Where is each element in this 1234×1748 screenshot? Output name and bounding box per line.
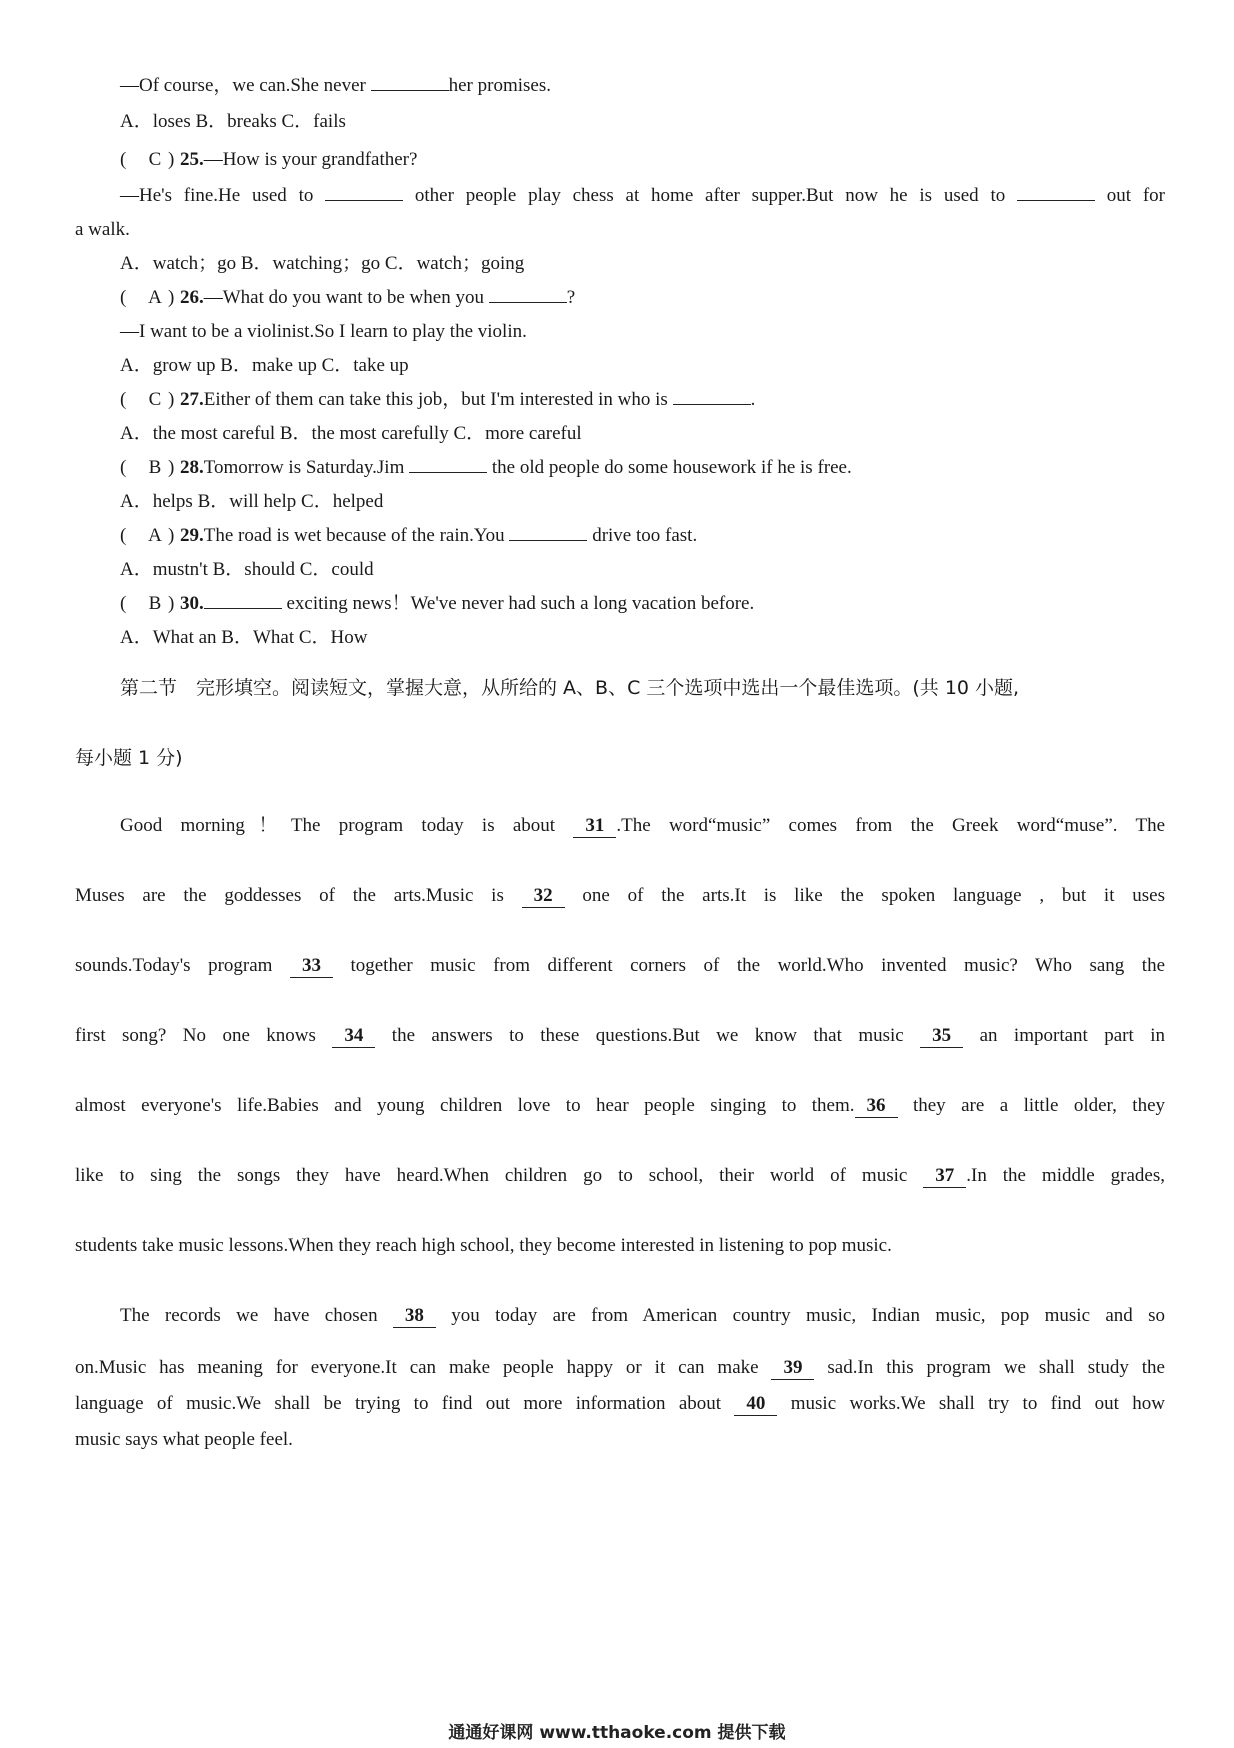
text: the old people do some housework if he is free. — [487, 457, 852, 478]
answer-blank — [489, 285, 567, 303]
passage-line — [75, 1390, 1165, 1418]
text: —Of course，we can.She never — [120, 75, 371, 96]
q29-options: A．mustn't B．should C．could — [120, 559, 374, 580]
question-number: 28. — [180, 457, 204, 478]
question-number: 29. — [180, 525, 204, 546]
text: sounds.Today's program — [75, 955, 290, 976]
answer-blank — [509, 523, 587, 541]
passage-line — [75, 882, 1165, 910]
page-footer: 通通好课网 www.tthaoke.com 提供下载 — [448, 1723, 786, 1743]
cloze-blank: 37 — [923, 1165, 966, 1188]
section-heading-cont: 每小题 1 分) — [75, 747, 183, 769]
passage-line — [75, 1022, 1165, 1050]
text: —What do you want to be when you — [203, 287, 489, 308]
text: Muses are the goddesses of the arts.Music is — [75, 885, 522, 906]
q26-options: A．grow up B．make up C．take up — [120, 355, 409, 376]
answer-parentheses: ( B ) — [120, 590, 180, 618]
text: one of the arts.It is like the spoken language , but it uses — [564, 885, 1165, 906]
answer-parentheses: ( A ) — [120, 284, 180, 312]
answer-letter: C — [148, 149, 162, 170]
q27-stem — [120, 386, 1165, 414]
text: like to sing the songs they have heard.When children go to school, their world of music — [75, 1165, 924, 1186]
answer-letter: B — [148, 593, 162, 614]
text: they are a little older, they — [897, 1095, 1166, 1116]
q24-dialog-line — [120, 72, 1165, 100]
passage-line — [75, 1092, 1165, 1120]
text: .The word“music” comes from the Greek word“muse”. The — [616, 815, 1166, 836]
cloze-blank: 34 — [332, 1025, 375, 1048]
answer-blank — [409, 455, 487, 473]
text: other people play chess at home after supper.But now he is used to — [403, 185, 1017, 206]
passage-line: music says what people feel. — [75, 1429, 293, 1450]
q30-stem — [120, 590, 1165, 618]
answer-letter: C — [148, 389, 162, 410]
text: almost everyone's life.Babies and young children love to hear people singing to them. — [75, 1095, 855, 1116]
text: on.Music has meaning for everyone.It can make people happy or it can make — [75, 1357, 772, 1378]
text: . — [750, 389, 756, 410]
cloze-blank: 38 — [393, 1305, 436, 1328]
answer-parentheses: ( C ) — [120, 386, 180, 414]
q28-stem — [120, 454, 1165, 482]
question-number: 27. — [180, 389, 204, 410]
text: an important part in — [963, 1025, 1165, 1046]
cloze-blank: 33 — [290, 955, 333, 978]
q24-options: A．loses B．breaks C．fails — [120, 111, 346, 132]
cloze-blank: 39 — [771, 1357, 814, 1380]
text: out for — [1095, 185, 1165, 206]
passage-line — [120, 812, 1165, 840]
text: drive too fast. — [587, 525, 698, 546]
text: her promises. — [448, 75, 551, 96]
q25-options: A．watch；go B．watching；go C．watch；going — [120, 253, 525, 274]
answer-letter: B — [148, 457, 162, 478]
answer-blank — [325, 183, 403, 201]
question-number: 30. — [180, 593, 204, 614]
text: sad.In this program we shall study the — [814, 1357, 1165, 1378]
text: Good morning！The program today is about — [120, 815, 574, 836]
text: —He's fine.He used to — [120, 185, 326, 206]
answer-blank — [204, 591, 282, 609]
answer-letter: A — [148, 525, 162, 546]
text: first song? No one knows — [75, 1025, 333, 1046]
text: music works.We shall try to find out how — [777, 1393, 1165, 1414]
passage-line: students take music lessons.When they reach high school, they become interested in listening to pop music. — [75, 1235, 892, 1256]
q25-dialog-line — [120, 182, 1165, 210]
text: The road is wet because of the rain.You — [203, 525, 510, 546]
q28-options: A．helps B．will help C．helped — [120, 491, 384, 512]
passage-line — [75, 952, 1165, 980]
q30-options: A．What an B．What C．How — [120, 627, 368, 648]
passage-line — [75, 1162, 1165, 1190]
q25-dialog-line-cont: a walk. — [75, 219, 130, 240]
answer-parentheses: ( C ) — [120, 146, 180, 174]
q27-options: A．the most careful B．the most carefully C．more careful — [120, 423, 582, 444]
text: ? — [566, 287, 576, 308]
question-number: 26. — [180, 287, 204, 308]
q26-stem — [120, 284, 1165, 312]
text: exciting news！We've never had such a long vacation before. — [281, 593, 755, 614]
text: .In the middle grades, — [966, 1165, 1165, 1186]
text: The records we have chosen — [120, 1305, 393, 1326]
question-number: 25. — [180, 149, 204, 170]
passage-line — [75, 1354, 1165, 1382]
cloze-blank: 40 — [734, 1393, 777, 1416]
text: Either of them can take this job，but I'm interested in who is — [203, 389, 673, 410]
answer-letter: A — [148, 287, 162, 308]
text: together music from different corners of the world.Who invented music? Who sang the — [332, 955, 1165, 976]
q25-stem — [120, 146, 1165, 174]
answer-parentheses: ( B ) — [120, 454, 180, 482]
text: language of music.We shall be trying to find out more information about — [75, 1393, 735, 1414]
cloze-blank: 31 — [573, 815, 616, 838]
section-heading: 第二节 完形填空。阅读短文，掌握大意，从所给的 A、B、C 三个选项中选出一个最佳选项。(共 10 小题, — [120, 677, 1020, 699]
cloze-blank: 32 — [522, 885, 565, 908]
answer-blank — [371, 73, 449, 91]
text: the answers to these questions.But we know that music — [375, 1025, 921, 1046]
text: you today are from American country music, Indian music, pop music and so — [435, 1305, 1165, 1326]
text: Tomorrow is Saturday.Jim — [203, 457, 410, 478]
cloze-blank: 36 — [855, 1095, 898, 1118]
text: —How is your grandfather? — [203, 149, 418, 170]
passage-line — [120, 1302, 1165, 1330]
answer-parentheses: ( A ) — [120, 522, 180, 550]
answer-blank — [673, 387, 751, 405]
cloze-blank: 35 — [920, 1025, 963, 1048]
answer-blank — [1017, 183, 1095, 201]
q29-stem — [120, 522, 1165, 550]
q26-dialog-line: —I want to be a violinist.So I learn to play the violin. — [120, 321, 527, 342]
